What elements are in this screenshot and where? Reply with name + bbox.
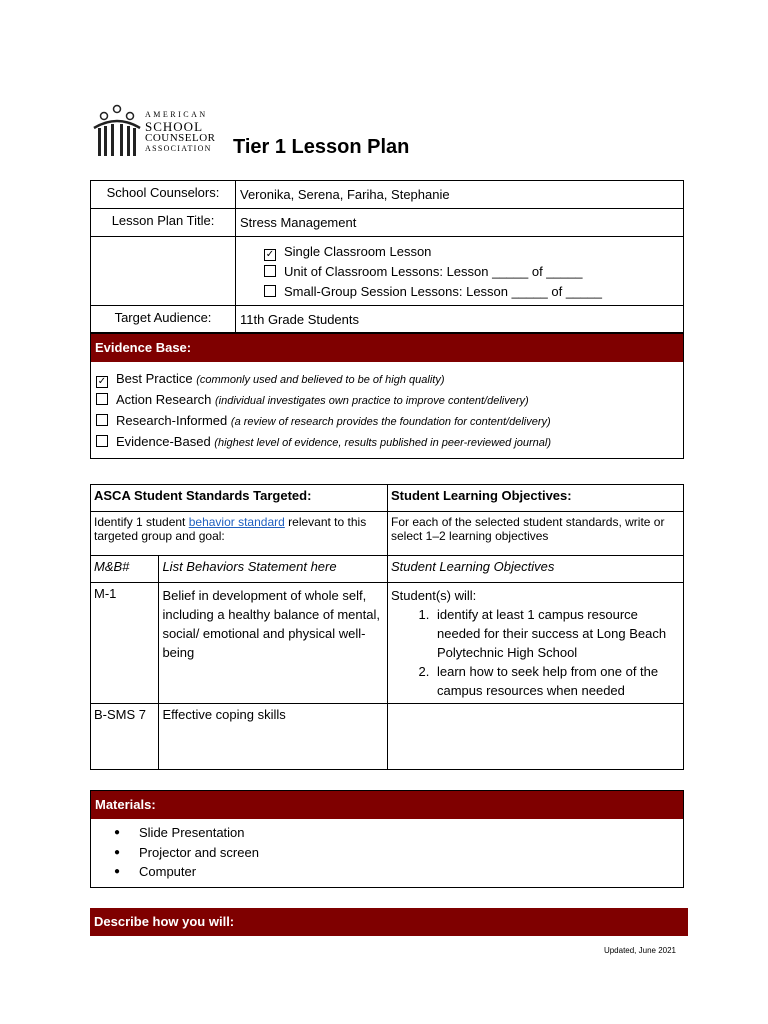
logo-line-1: AMERICAN (145, 110, 208, 119)
lesson-info-table (90, 180, 684, 333)
objectives-intro: Student(s) will: (391, 588, 477, 603)
checkbox-checked-icon[interactable]: ✓ (97, 376, 107, 387)
checkbox-icon[interactable] (96, 414, 108, 426)
school-counselors-label: School Counselors: (91, 181, 236, 209)
behavior-standard-link[interactable]: behavior standard (188, 515, 285, 529)
lesson-plan-title-label: Lesson Plan Title: (91, 209, 236, 237)
col-objectives-header: Student Learning Objectives (388, 556, 684, 583)
objectives-list (391, 605, 680, 700)
standard-statement: Effective coping skills (159, 704, 388, 770)
updated-date: Updated, June 2021 (603, 946, 676, 955)
lesson-plan-title-value: Stress Management (236, 209, 684, 237)
standards-table (90, 484, 684, 770)
objectives-empty-cell (388, 704, 684, 770)
lesson-type-small-group[interactable]: Small-Group Session Lessons: Lesson _____ of _____ (264, 282, 683, 302)
objectives-cell (388, 583, 684, 704)
asca-figures-icon (92, 104, 142, 160)
materials-section (90, 790, 684, 888)
evidence-action-research[interactable]: Action Research (individual investigates own practice to improve content/delivery) (96, 389, 683, 410)
evidence-base-section (90, 333, 684, 459)
asca-standards-heading: ASCA Student Standards Targeted: (91, 485, 388, 512)
material-item: ● Slide Presentation (139, 823, 683, 843)
school-counselors-value: Veronika, Serena, Fariha, Stephanie (236, 181, 684, 209)
objective-item: 2. learn how to seek help from one of the campus resources when needed (433, 662, 680, 700)
col-behaviors-header: List Behaviors Statement here (159, 556, 388, 583)
lesson-type-options (236, 237, 684, 306)
logo-line-3: COUNSELOR (145, 132, 216, 144)
standard-code: M-1 (91, 583, 159, 704)
lesson-type-unit[interactable]: Unit of Classroom Lessons: Lesson _____ of _____ (264, 262, 683, 282)
evidence-best-practice[interactable]: ✓ Best Practice (commonly used and believed to be of high quality) (97, 371, 445, 387)
page-title: Tier 1 Lesson Plan (233, 136, 410, 158)
materials-heading: Materials: (91, 791, 683, 819)
standard-statement: Belief in development of whole self, including a healthy balance of mental, social/ emotional and physical well-being (159, 583, 388, 704)
asca-logo (92, 104, 232, 160)
checkbox-icon[interactable] (264, 265, 276, 277)
lesson-type-label-cell (91, 237, 236, 306)
learning-objectives-heading: Student Learning Objectives: (388, 485, 684, 512)
objectives-instruction: For each of the selected student standards, write or select 1–2 learning objectives (388, 512, 684, 556)
materials-list (91, 823, 683, 882)
standards-instruction: Identify 1 student behavior standard relevant to this targeted group and goal: (91, 512, 388, 556)
lesson-type-single[interactable]: ✓ Single Classroom Lesson (265, 244, 432, 260)
standard-code: B-SMS 7 (91, 704, 159, 770)
evidence-research-informed[interactable]: Research-Informed (a review of research provides the foundation for content/delivery) (96, 410, 683, 431)
objective-item: 1. identify at least 1 campus resource needed for their success at Long Beach Polytechnic High School (433, 605, 680, 662)
logo-line-4: ASSOCIATION (145, 144, 212, 153)
describe-heading: Describe how you will: (90, 908, 688, 936)
target-audience-label: Target Audience: (91, 306, 236, 333)
logo-line-2: SCHOOL (145, 119, 204, 134)
evidence-base-heading: Evidence Base: (91, 334, 683, 362)
evidence-evidence-based[interactable]: Evidence-Based (highest level of evidence, results published in peer-reviewed journal) (96, 431, 683, 452)
checkbox-icon[interactable] (264, 285, 276, 297)
checkbox-icon[interactable] (96, 393, 108, 405)
target-audience-value: 11th Grade Students (236, 306, 684, 333)
checkbox-icon[interactable] (96, 435, 108, 447)
material-item: ● Projector and screen (139, 843, 683, 863)
checkbox-checked-icon[interactable]: ✓ (265, 249, 275, 260)
material-item: ● Computer (139, 862, 683, 882)
col-mb-header: M&B# (91, 556, 159, 583)
